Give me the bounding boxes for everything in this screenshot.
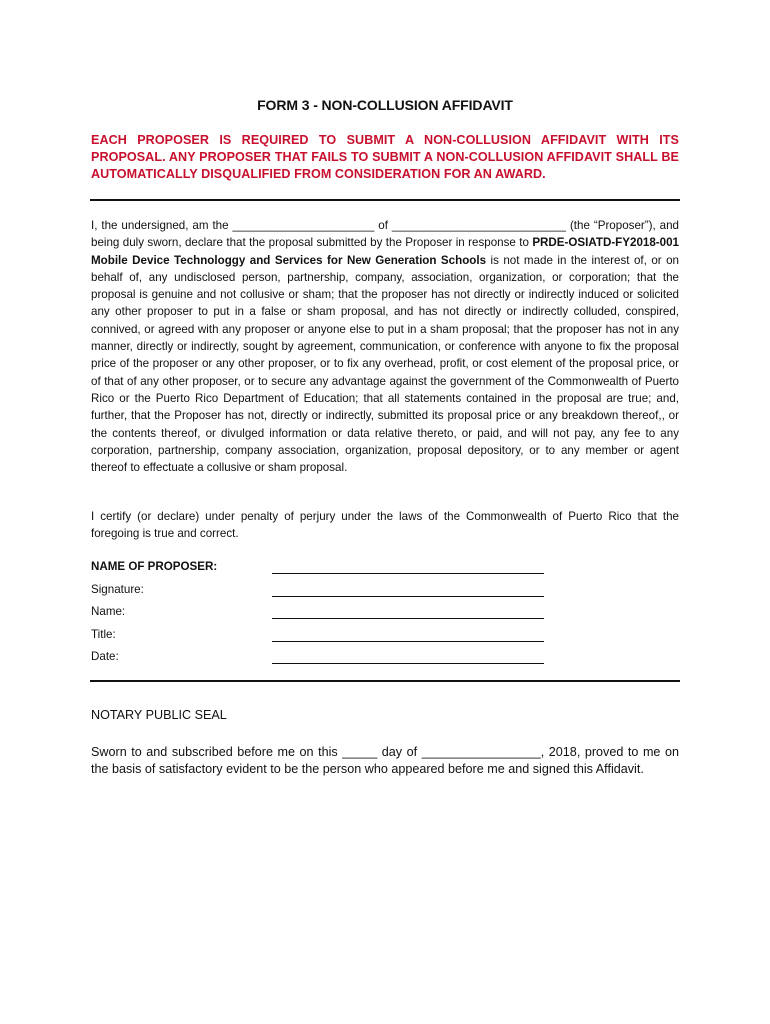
notary-sworn-statement: Sworn to and subscribed before me on this _____ day of _________________, 2018, proved to me on the basis of satisfactory evident to be the person who appeared before me and signed this Affidavit.	[91, 745, 679, 776]
divider-bottom	[90, 680, 680, 682]
date-label: Date:	[91, 650, 119, 663]
notary-seal-heading: NOTARY PUBLIC SEAL	[91, 708, 227, 722]
date-line[interactable]	[272, 663, 544, 664]
title-label: Title:	[91, 628, 116, 641]
title-line[interactable]	[272, 641, 544, 642]
disqualification-warning: EACH PROPOSER IS REQUIRED TO SUBMIT A NON-COLLUSION AFFIDAVIT WITH ITS PROPOSAL. ANY PROPOSER THAT FAILS TO SUBMIT A NON-COLLUSION AFFIDAVIT SHALL BE AUTOMATICALLY DISQUALIFIED FROM CONSIDERATION FOR AN AWARD.	[91, 133, 679, 181]
name-label: Name:	[91, 605, 126, 618]
affidavit-body	[91, 217, 679, 476]
form-title: FORM 3 - NON-COLLUSION AFFIDAVIT	[257, 97, 513, 113]
name-of-proposer-field	[91, 560, 551, 576]
name-field	[91, 605, 551, 621]
title-field	[91, 628, 551, 644]
signature-label: Signature:	[91, 583, 144, 596]
certification-statement: I certify (or declare) under penalty of perjury under the laws of the Commonwealth of Puerto Rico that the foregoing is true and correct.	[91, 510, 679, 540]
name-of-proposer-label: NAME OF PROPOSER:	[91, 560, 218, 573]
name-of-proposer-line[interactable]	[272, 573, 544, 574]
rfp-reference: PRDE-OSIATD-FY2018-001 Mobile Device Technologgy and Services for New Generation Schools	[91, 236, 679, 267]
divider-top	[90, 199, 680, 201]
date-field	[91, 650, 551, 666]
affidavit-statement: is not made in the interest of, or on behalf of, any undisclosed person, partnership, company, association, organization, or corporation; that the proposal is genuine and not collusive or sham; that the proposer has not directly or indirectly induced or solicited any other proposer to put in a false or sham proposal, and has not directly or indirectly colluded, conspired, connived, or agreed with any proposer or anyone else to put in a sham proposal; that the proposer has not in any manner, directly or indirectly, sought by agreement, communication, or conference with anyone to fix the proposal price of the proposer or any other proposer, or to fix any overhead, profit, or cost element of the proposal price, or of that of any other proposer, or to secure any advantage against the government of the Commonwealth of Puerto Rico or the Puerto Rico Department of Education; that all statements contained in the proposal are true; and, further, that the Proposer has not, directly or indirectly, submitted its proposal price or any breakdown thereof,, or the contents thereof, or divulged information or data relative thereto, or paid, and will not pay, any fee to any corporation, partnership, company association, organization, proposal depository, or to any member or agent thereof to effectuate a collusive or sham proposal.	[91, 253, 679, 475]
name-line[interactable]	[272, 618, 544, 619]
intro-line: I, the undersigned, am the ______________________ of ___________________________ (the “Proposer”), and being duly sworn, declare that the proposal submitted by the Proposer in response to	[91, 219, 679, 250]
signature-line[interactable]	[272, 596, 544, 597]
signature-field	[91, 583, 551, 599]
